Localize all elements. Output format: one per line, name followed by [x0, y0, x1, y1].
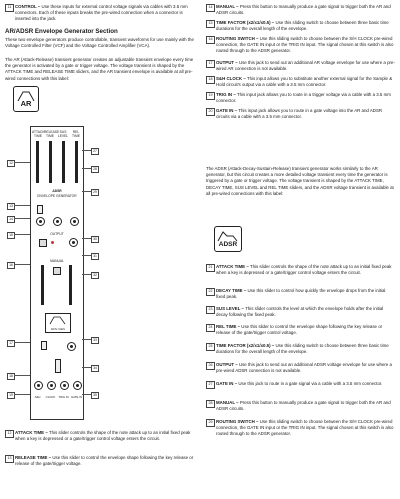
entry-term: DECAY TIME –: [216, 288, 247, 293]
leader-line: [14, 234, 30, 235]
callout: 19: [7, 392, 15, 399]
callout: 14: [7, 216, 15, 223]
entry-text: Use these inputs for external control voltage signals via cables with 3.5 mm connectors. Each of these inputs breaks the pre-wired connection when a connector is inserted into the jack.: [15, 4, 188, 22]
entry-term: OUTPUT –: [216, 60, 238, 65]
callout-number: 23: [206, 306, 215, 314]
leader-line: [14, 375, 30, 376]
entry-term: MANUAL –: [216, 4, 239, 9]
callout-number: 17: [206, 60, 215, 68]
callout-number: 27: [206, 381, 215, 389]
envelope-generator-title: ENVELOPE GENERATOR: [37, 194, 77, 198]
callout-number: 28: [206, 400, 215, 408]
entry-text: Use this sliding switch to choose between the S/H CLOCK pre-wired connection, the GATE IN input or the TRIG IN input. The signal chosen at this switch is also routed through to the ADSR generator.: [216, 36, 394, 54]
release-slider[interactable]: [49, 141, 52, 183]
callout-number: 14: [206, 4, 215, 12]
ar-attack-slider[interactable]: [41, 265, 44, 305]
adsr-output-jack[interactable]: [36, 217, 45, 226]
entry-term: S&H CLOCK –: [216, 76, 246, 81]
callout: 28: [91, 166, 99, 173]
output-label: OUTPUT: [50, 232, 64, 236]
entry-text: Use this sliding switch to choose between the S/H CLOCK pre-wired connection, the GATE IN input or the TRIG IN input. The signal chosen at this switch is also routed through to the ADSR generator.: [216, 419, 394, 437]
entry-term: GATE IN –: [216, 381, 238, 386]
leader-line: [14, 162, 30, 163]
entry-text: This input jack allows you to route in a trigger voltage via a cable with a 3.5 mm connector.: [216, 92, 391, 104]
leader-line: [82, 150, 91, 151]
adsr-aux-jack[interactable]: [70, 217, 79, 226]
ar-time-factor-switch[interactable]: [41, 341, 47, 350]
section-heading: AR/ADSR Envelope Generator Section: [5, 28, 118, 35]
bottom-label-clock: CLOCK: [45, 395, 56, 399]
entry-term: TRIG IN –: [216, 92, 236, 97]
gate-led: [51, 241, 54, 244]
callout-number: 11: [5, 4, 14, 12]
adsr-gate-jack[interactable]: [53, 217, 62, 226]
callout-number: 24: [206, 324, 215, 332]
adsr-envelope-icon: [214, 226, 242, 252]
routing-switch[interactable]: [55, 359, 61, 373]
leader-line: [14, 342, 30, 343]
entry-text: Use this slider to control how quickly the envelope drops from the initial fixed peak.: [216, 288, 386, 300]
trig-in-jack[interactable]: [60, 381, 69, 390]
callout-number: 18: [206, 76, 215, 84]
sus-slider[interactable]: [62, 141, 65, 183]
entry-term: REL TIME –: [216, 324, 241, 329]
bottom-label-sh: S&H: [34, 395, 41, 399]
callout: 34: [91, 365, 99, 372]
callout: 33: [91, 337, 99, 344]
callout: 27: [91, 148, 99, 155]
entry-text: Use this jack to send out an additional AR voltage envelope for use where a pre-wired AR connection is not available.: [216, 60, 395, 72]
callout: 16: [7, 262, 15, 269]
leader-line: [82, 339, 91, 340]
ar-envelope-icon: [13, 86, 39, 112]
leader-line: [82, 168, 91, 169]
entry-text: Use this slider to control the envelope shape following the key release or release of the gate/trigger voltage.: [15, 455, 194, 467]
rel-slider[interactable]: [75, 141, 78, 183]
ar-output-jack[interactable]: [67, 342, 76, 351]
callout: 30: [91, 236, 99, 243]
callout: 13: [7, 203, 15, 210]
entry-attack-time: [5, 430, 197, 450]
entry-term: ATTACK TIME –: [216, 264, 249, 269]
ar-icon-label: AR: [20, 99, 32, 108]
callout-number: 21: [206, 264, 215, 272]
sh-clock-jack[interactable]: [34, 381, 43, 390]
callout: 15: [7, 232, 15, 239]
callout-number: 12: [5, 430, 14, 438]
col-label-rel: REL TIME: [72, 130, 80, 138]
entry-control: [5, 4, 197, 24]
time-factor-switch[interactable]: [37, 205, 43, 214]
callout-number: 25: [206, 343, 215, 351]
ar-shape-icon-small: [46, 315, 70, 325]
intro-paragraph: These two envelope generators produce controllable, transient waveforms for use mainly with the Voltage Controlled Filter (VCF) and the Voltage Controlled Amplifier (VCA).: [5, 37, 194, 49]
entry-text: This input jack allows you to route in a gate voltage into the AR and ADSR circuits via a cable with a 3.5 mm connector.: [216, 108, 383, 120]
leader-line: [14, 218, 30, 219]
entry-term: MANUAL –: [216, 400, 239, 405]
manual-button-top[interactable]: [39, 239, 47, 247]
ar-paragraph: The AR (Attack-Release) transient generator creates an adjustable transient envelope every time the generator is activated by a gate or trigger voltage. The voltage transient is shaped by the ATTACK TIME and RELEASE TIME sliders, and the AR transient envelope is available at all pre-wired connections with this label:: [5, 57, 194, 81]
gate-in-jack[interactable]: [73, 381, 82, 390]
entry-term: ROUTING SWITCH –: [216, 36, 259, 41]
callout-number: 29: [206, 419, 215, 427]
callout: 29: [91, 189, 99, 196]
callout: 17: [7, 340, 15, 347]
callout-number: 15: [206, 20, 215, 28]
entry-text: This slider controls the level at which the envelope holds after the initial decay following the fixed peak.: [216, 306, 384, 318]
adsr-paragraph: The ADSR (Attack-Decay-Sustain-Release) transient generator works similarly to the AR generator, but this circuit creates a more detailed voltage transient every time the generator is triggered by a gate or trigger voltage. The voltage transient is shaped by the ATTACK TIME, DECAY TIME, SUS LEVEL and REL TIME sliders, and the ADSR voltage transient is available at all pre-wired connections with this label:: [206, 166, 394, 196]
callout: 12: [7, 160, 15, 167]
col-label-release: RELEASE TIME: [44, 130, 60, 138]
entry-term: SUS LEVEL –: [216, 306, 244, 311]
leader-line: [82, 191, 91, 192]
callout-number: 26: [206, 362, 215, 370]
leader-line: [82, 274, 91, 275]
callout: 18: [7, 373, 15, 380]
leader-line: [82, 255, 91, 256]
callout-number: 19: [206, 92, 215, 100]
entry-text: This input allows you to substitute another external signal for the Sample & Hold circuit's output via a cable with a 3.5 mm connector.: [216, 76, 393, 88]
callout-number: 16: [206, 36, 215, 44]
attack-slider[interactable]: [36, 141, 39, 183]
entry-term: TIME FACTOR (x2/x1/x0.5) –: [216, 20, 275, 25]
entry-text: This slider controls the shape of the note attack up to an initial fixed peak when a key is depressed or a gate/trigger control voltage enters the circuit.: [15, 430, 191, 442]
callout: 35: [91, 392, 99, 399]
callout: 32: [91, 272, 99, 279]
entry-text: This slider controls the shape of the note attack up to an initial fixed peak when a key is depressed or a gate/trigger control voltage enters the circuit.: [216, 264, 392, 276]
entry-term: CONTROL –: [15, 4, 41, 9]
bottom-label-gate: GATE IN: [71, 395, 82, 399]
manual-label: MANUAL: [50, 259, 64, 263]
entry-term: RELEASE TIME –: [15, 455, 52, 460]
callout-number: 20: [206, 108, 215, 116]
bottom-label-trig: TRIG IN: [58, 395, 69, 399]
entry-term: ROUTING SWITCH –: [216, 419, 259, 424]
ar-release-slider[interactable]: [69, 265, 72, 305]
entry-text: Use this slider to control the envelope shape following the key release or release of the gate/trigger control voltage.: [216, 324, 383, 336]
col-label-attack: ATTACK TIME: [32, 130, 45, 138]
leader-line: [14, 264, 30, 265]
entry-text: Press this button to manually produce a gate signal to trigger both the AR and ADSR circuits.: [216, 400, 391, 412]
entry-term: OUTPUT –: [216, 362, 238, 367]
callout: 31: [91, 253, 99, 260]
clock-jack[interactable]: [47, 381, 56, 390]
entry-term: GATE IN –: [216, 108, 238, 113]
col-label-sus: SUS LEVEL: [57, 130, 69, 138]
entry-text: Use this sliding switch to choose between three basic time durations for the overall length of the envelope.: [216, 20, 389, 32]
leader-line: [14, 205, 30, 206]
entry-text: Press this button to manually produce a gate signal to trigger both the AR and ADSR circuits.: [216, 4, 391, 16]
ar-env-gen-box: [45, 313, 71, 333]
callout-number: 13: [5, 455, 14, 463]
leader-line: [82, 238, 91, 239]
adsr-icon-label: ADSR: [218, 241, 238, 248]
entry-text: Use this sliding switch to choose between three basic time durations for the overall length of the envelope.: [216, 343, 389, 355]
leader-line: [82, 367, 91, 368]
ar-output-jack-top[interactable]: [69, 238, 78, 247]
entry-text: Use this jack to route in a gate signal via a cable with a 3.5 mm connector.: [237, 381, 383, 386]
manual-button[interactable]: [53, 267, 61, 275]
callout-number: 22: [206, 288, 215, 296]
env-gen-label: ENV GEN: [51, 327, 65, 331]
entry-release-time: [5, 455, 197, 469]
entry-text: Use this jack to send out an additional ADSR voltage envelope for use where a pre-wired ADSR connection is not available.: [216, 362, 392, 374]
envelope-generator-panel: [30, 126, 84, 420]
leader-line: [82, 394, 91, 395]
entry-term: TIME FACTOR (x2/x1/x0.5) –: [216, 343, 275, 348]
leader-line: [14, 394, 30, 395]
adsr-title: ADSR: [52, 189, 62, 193]
entry-term: ATTACK TIME –: [15, 430, 48, 435]
